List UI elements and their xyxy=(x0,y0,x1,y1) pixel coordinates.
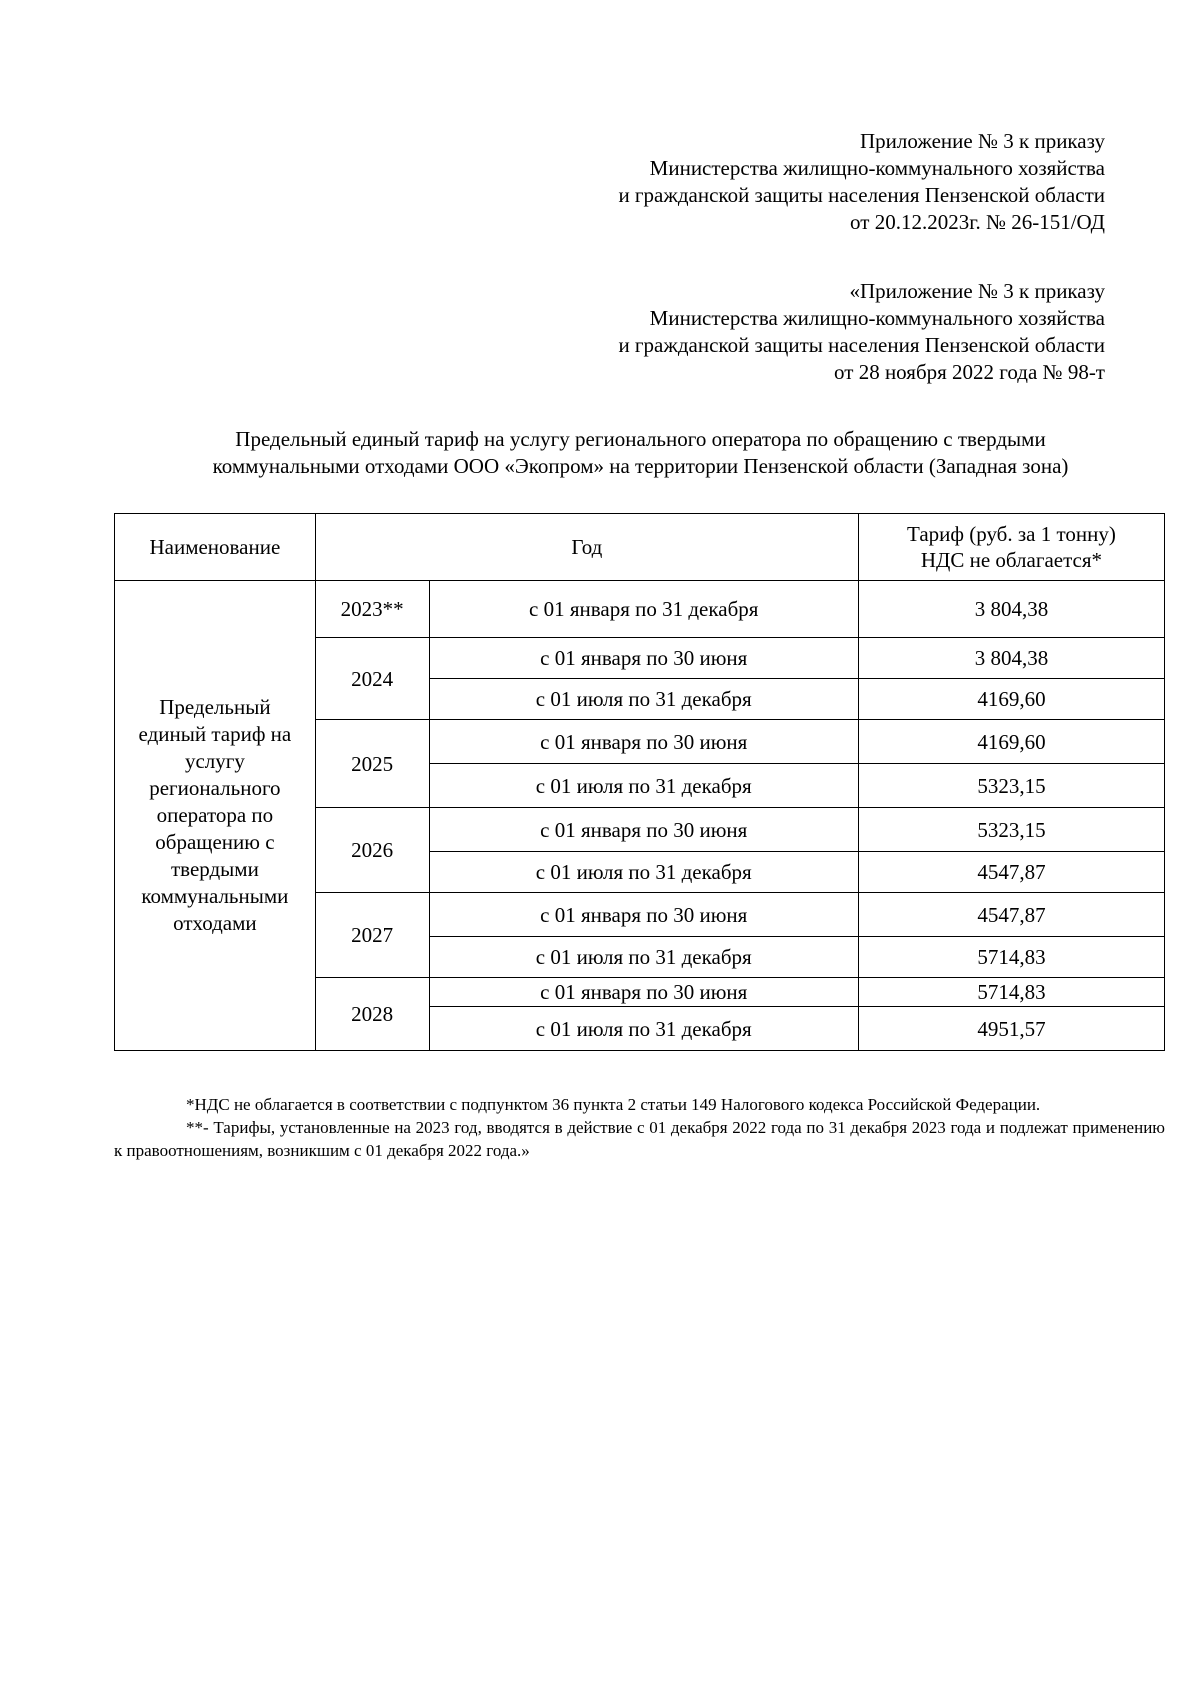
title-line: Предельный единый тариф на услугу регионального оператора по обращению с твердыми xyxy=(235,427,1046,451)
header-current-line: от 20.12.2023г. № 26-151/ОД xyxy=(850,210,1105,234)
header-previous-line: «Приложение № 3 к приказу xyxy=(849,279,1105,303)
header-current-line: Министерства жилищно-коммунального хозяйства xyxy=(649,156,1105,180)
tariff-value: 4169,60 xyxy=(858,720,1164,764)
table-header-row xyxy=(115,514,1165,581)
tariff-value: 5323,15 xyxy=(858,764,1164,808)
name-line: отходами xyxy=(173,911,257,935)
tariff-value: 3 804,38 xyxy=(858,638,1164,679)
header-previous-line: и гражданской защиты населения Пензенской области xyxy=(618,333,1105,357)
name-cell xyxy=(115,581,316,1051)
tariff-value: 3 804,38 xyxy=(858,581,1164,638)
year-cell: 2027 xyxy=(315,893,429,978)
period-cell: с 01 января по 30 июня xyxy=(429,893,858,937)
name-line: регионального xyxy=(149,776,281,800)
header-previous-order xyxy=(385,278,1105,386)
year-cell: 2025 xyxy=(315,720,429,808)
period-cell: с 01 января по 30 июня xyxy=(429,808,858,852)
tariff-value: 4169,60 xyxy=(858,679,1164,720)
name-line: оператора по xyxy=(156,803,274,827)
header-current-line: Приложение № 3 к приказу xyxy=(860,129,1105,153)
tariff-value: 5714,83 xyxy=(858,937,1164,978)
header-year: Год xyxy=(315,514,858,581)
header-current-order xyxy=(385,128,1105,236)
footnote-2023: **- Тарифы, установленные на 2023 год, вводятся в действие с 01 декабря 2022 года по 31 декабря 2023 года и подлежат применению к правоотношениям, возникшим с 01 декабря 2022 года.» xyxy=(114,1118,1165,1160)
header-tariff xyxy=(858,514,1164,581)
tariff-value: 5714,83 xyxy=(858,978,1164,1007)
year-cell: 2028 xyxy=(315,978,429,1051)
name-line: твердыми xyxy=(170,857,259,881)
period-cell: с 01 января по 31 декабря xyxy=(429,581,858,638)
year-cell: 2026 xyxy=(315,808,429,893)
footnote-vat: *НДС не облагается в соответствии с подпунктом 36 пункта 2 статьи 149 Налогового кодекса Российской Федерации. xyxy=(186,1095,1041,1114)
footnotes xyxy=(114,1093,1165,1162)
year-cell: 2024 xyxy=(315,638,429,720)
tariff-value: 4951,57 xyxy=(858,1007,1164,1051)
header-previous-line: от 28 ноября 2022 года № 98-т xyxy=(834,360,1105,384)
tariff-table xyxy=(114,513,1165,1051)
period-cell: с 01 июля по 31 декабря xyxy=(429,764,858,808)
header-previous-line: Министерства жилищно-коммунального хозяйства xyxy=(649,306,1105,330)
header-current-line: и гражданской защиты населения Пензенской области xyxy=(618,183,1105,207)
name-line: услугу xyxy=(184,749,245,773)
name-line: Предельный xyxy=(159,695,271,719)
name-line: обращению с xyxy=(155,830,275,854)
header-tariff-line2: НДС не облагается* xyxy=(920,548,1103,572)
document-title xyxy=(113,426,1168,480)
header-name: Наименование xyxy=(115,514,316,581)
title-line: коммунальными отходами ООО «Экопром» на территории Пензенской области (Западная зона) xyxy=(212,454,1069,478)
name-line: коммунальными xyxy=(141,884,289,908)
table-row xyxy=(115,581,1165,638)
header-tariff-line1: Тариф (руб. за 1 тонну) xyxy=(907,522,1116,546)
tariff-value: 5323,15 xyxy=(858,808,1164,852)
period-cell: с 01 июля по 31 декабря xyxy=(429,937,858,978)
period-cell: с 01 июля по 31 декабря xyxy=(429,852,858,893)
period-cell: с 01 января по 30 июня xyxy=(429,978,858,1007)
period-cell: с 01 июля по 31 декабря xyxy=(429,1007,858,1051)
period-cell: с 01 июля по 31 декабря xyxy=(429,679,858,720)
year-cell: 2023** xyxy=(315,581,429,638)
period-cell: с 01 января по 30 июня xyxy=(429,638,858,679)
name-line: единый тариф на xyxy=(138,722,292,746)
period-cell: с 01 января по 30 июня xyxy=(429,720,858,764)
tariff-value: 4547,87 xyxy=(858,852,1164,893)
tariff-value: 4547,87 xyxy=(858,893,1164,937)
